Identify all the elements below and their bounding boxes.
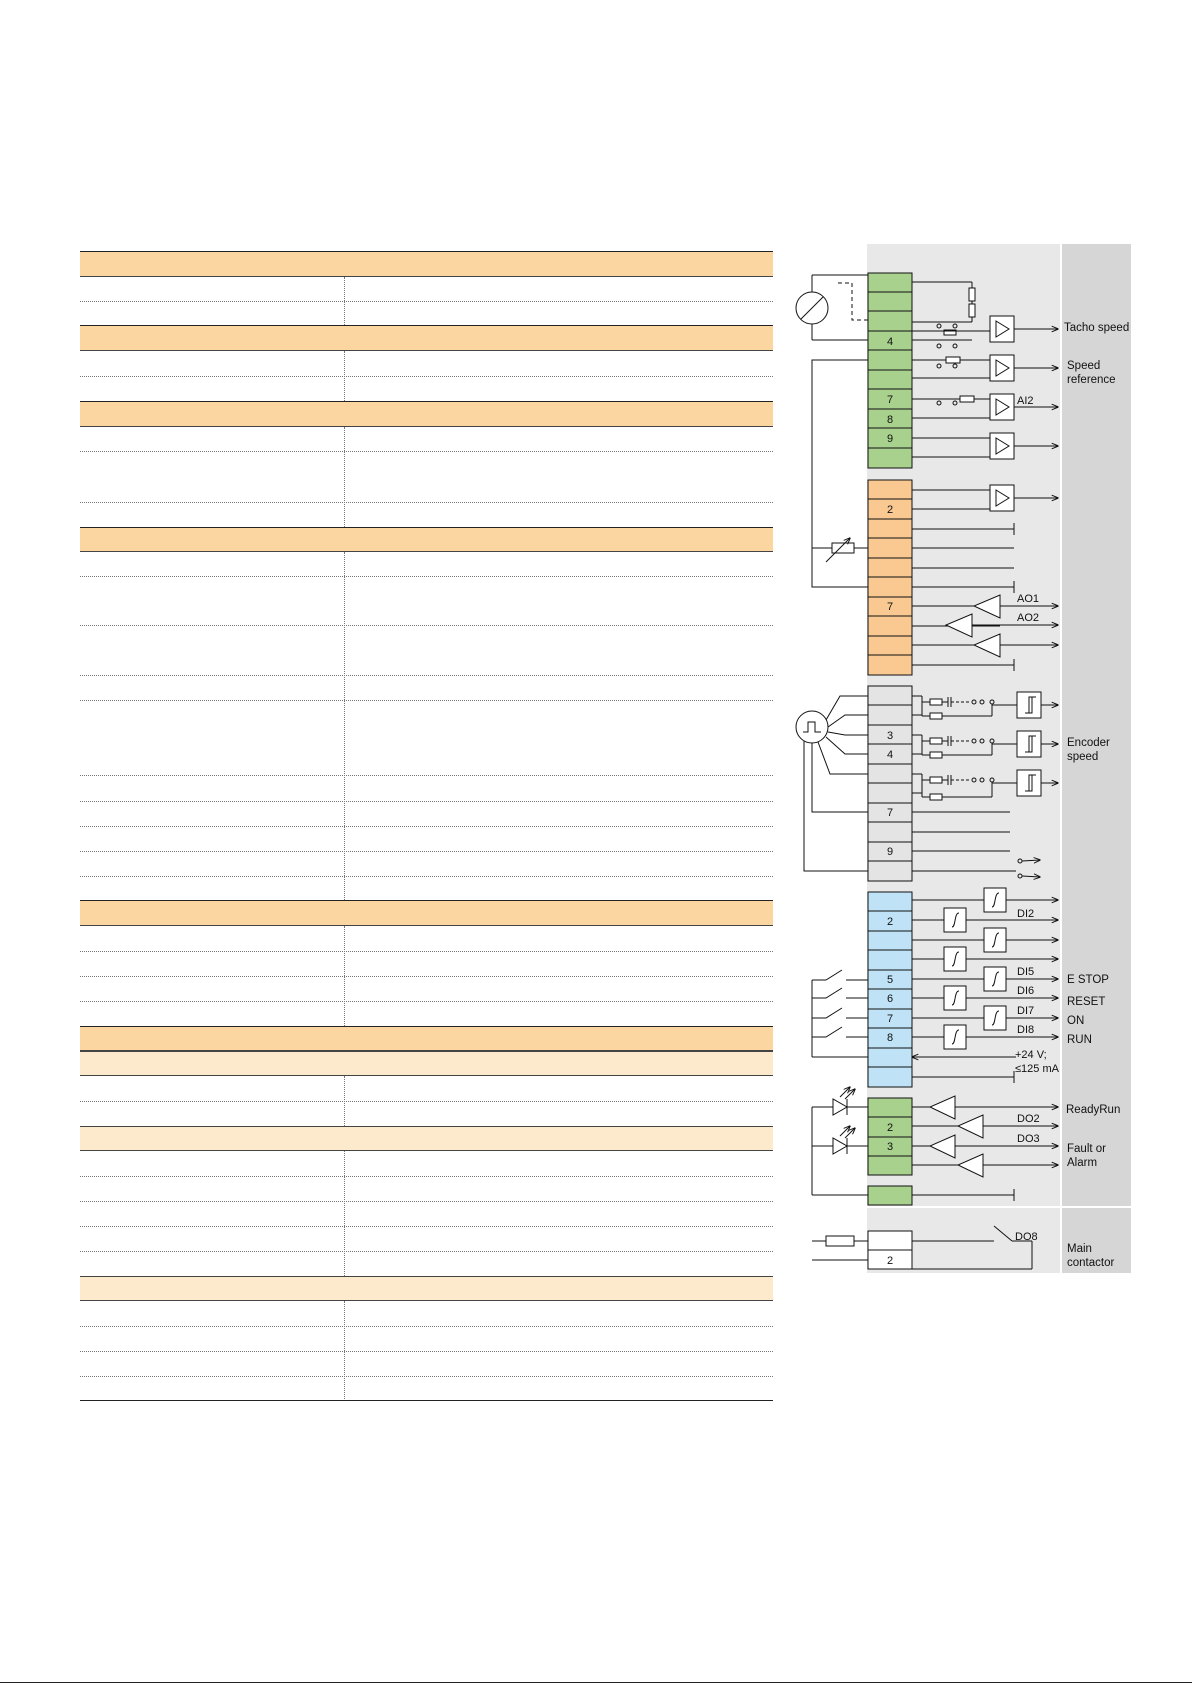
tacho-amplifier xyxy=(990,316,1014,342)
ai3-amplifier xyxy=(990,433,1014,459)
terminal-number: 8 xyxy=(886,414,894,426)
terminal-number: 6 xyxy=(886,993,894,1005)
do2-label: DO2 xyxy=(1017,1113,1040,1125)
terminal-number: 9 xyxy=(886,846,894,858)
terminal-number: 7 xyxy=(886,394,894,406)
terminal-number: 7 xyxy=(886,601,894,613)
analog-feedback-amplifier xyxy=(990,485,1014,511)
fault-alarm-label: Fault or xyxy=(1067,1143,1106,1155)
main-contactor-label: Main xyxy=(1067,1243,1092,1255)
terminal-number: 9 xyxy=(886,433,894,445)
terminal-number: 3 xyxy=(886,1141,894,1153)
ai2-label: AI2 xyxy=(1017,395,1034,407)
tacho-speed-label: Tacho speed xyxy=(1064,322,1130,334)
reset-label: RESET xyxy=(1067,996,1106,1008)
di5-label: DI5 xyxy=(1017,966,1035,978)
ready-run-label: ReadyRun xyxy=(1066,1104,1121,1116)
terminal-number: 2 xyxy=(886,916,894,928)
terminal-number: 7 xyxy=(886,1013,894,1025)
external-switches xyxy=(812,970,868,1057)
di7-label: DI7 xyxy=(1017,1005,1035,1017)
terminal-number: 5 xyxy=(886,974,894,986)
terminal-number: 2 xyxy=(886,1255,894,1267)
footer-rule xyxy=(0,1682,1192,1683)
contactor-coil-symbol xyxy=(826,1236,854,1246)
run-label: RUN xyxy=(1067,1034,1092,1046)
ao2-label: AO2 xyxy=(1017,612,1040,624)
do8-label: DO8 xyxy=(1015,1231,1038,1243)
do3-label: DO3 xyxy=(1017,1133,1040,1145)
di8-label: DI8 xyxy=(1017,1024,1035,1036)
e-stop-label: E STOP xyxy=(1067,974,1109,986)
terminal-number: 4 xyxy=(886,749,894,761)
di6-label: DI6 xyxy=(1017,985,1035,997)
speed-reference-amplifier xyxy=(990,355,1014,381)
on-label: ON xyxy=(1067,1015,1085,1027)
di2-label: DI2 xyxy=(1017,908,1035,920)
main-contactor-label-2: contactor xyxy=(1067,1257,1115,1269)
terminal-number: 8 xyxy=(886,1032,894,1044)
encoder-speed-label: Encoder xyxy=(1067,737,1110,749)
terminal-number: 7 xyxy=(886,807,894,819)
speed-reference-label-2: reference xyxy=(1067,374,1116,386)
supply-voltage-label: +24 V; xyxy=(1015,1049,1047,1061)
terminal-number: 2 xyxy=(886,1122,894,1134)
terminal-number: 4 xyxy=(886,336,894,348)
fault-alarm-label-2: Alarm xyxy=(1067,1157,1098,1169)
ao1-label: AO1 xyxy=(1017,593,1040,605)
ai2-amplifier xyxy=(990,394,1014,420)
encoder-speed-label-2: speed xyxy=(1067,751,1099,763)
supply-current-label: ≤125 mA xyxy=(1015,1063,1059,1075)
indicator-leds xyxy=(812,1087,868,1195)
terminal-number: 3 xyxy=(886,730,894,742)
pulse-encoder-symbol xyxy=(796,711,828,743)
speed-reference-label: Speed xyxy=(1067,360,1101,372)
terminal-number: 2 xyxy=(886,504,894,516)
